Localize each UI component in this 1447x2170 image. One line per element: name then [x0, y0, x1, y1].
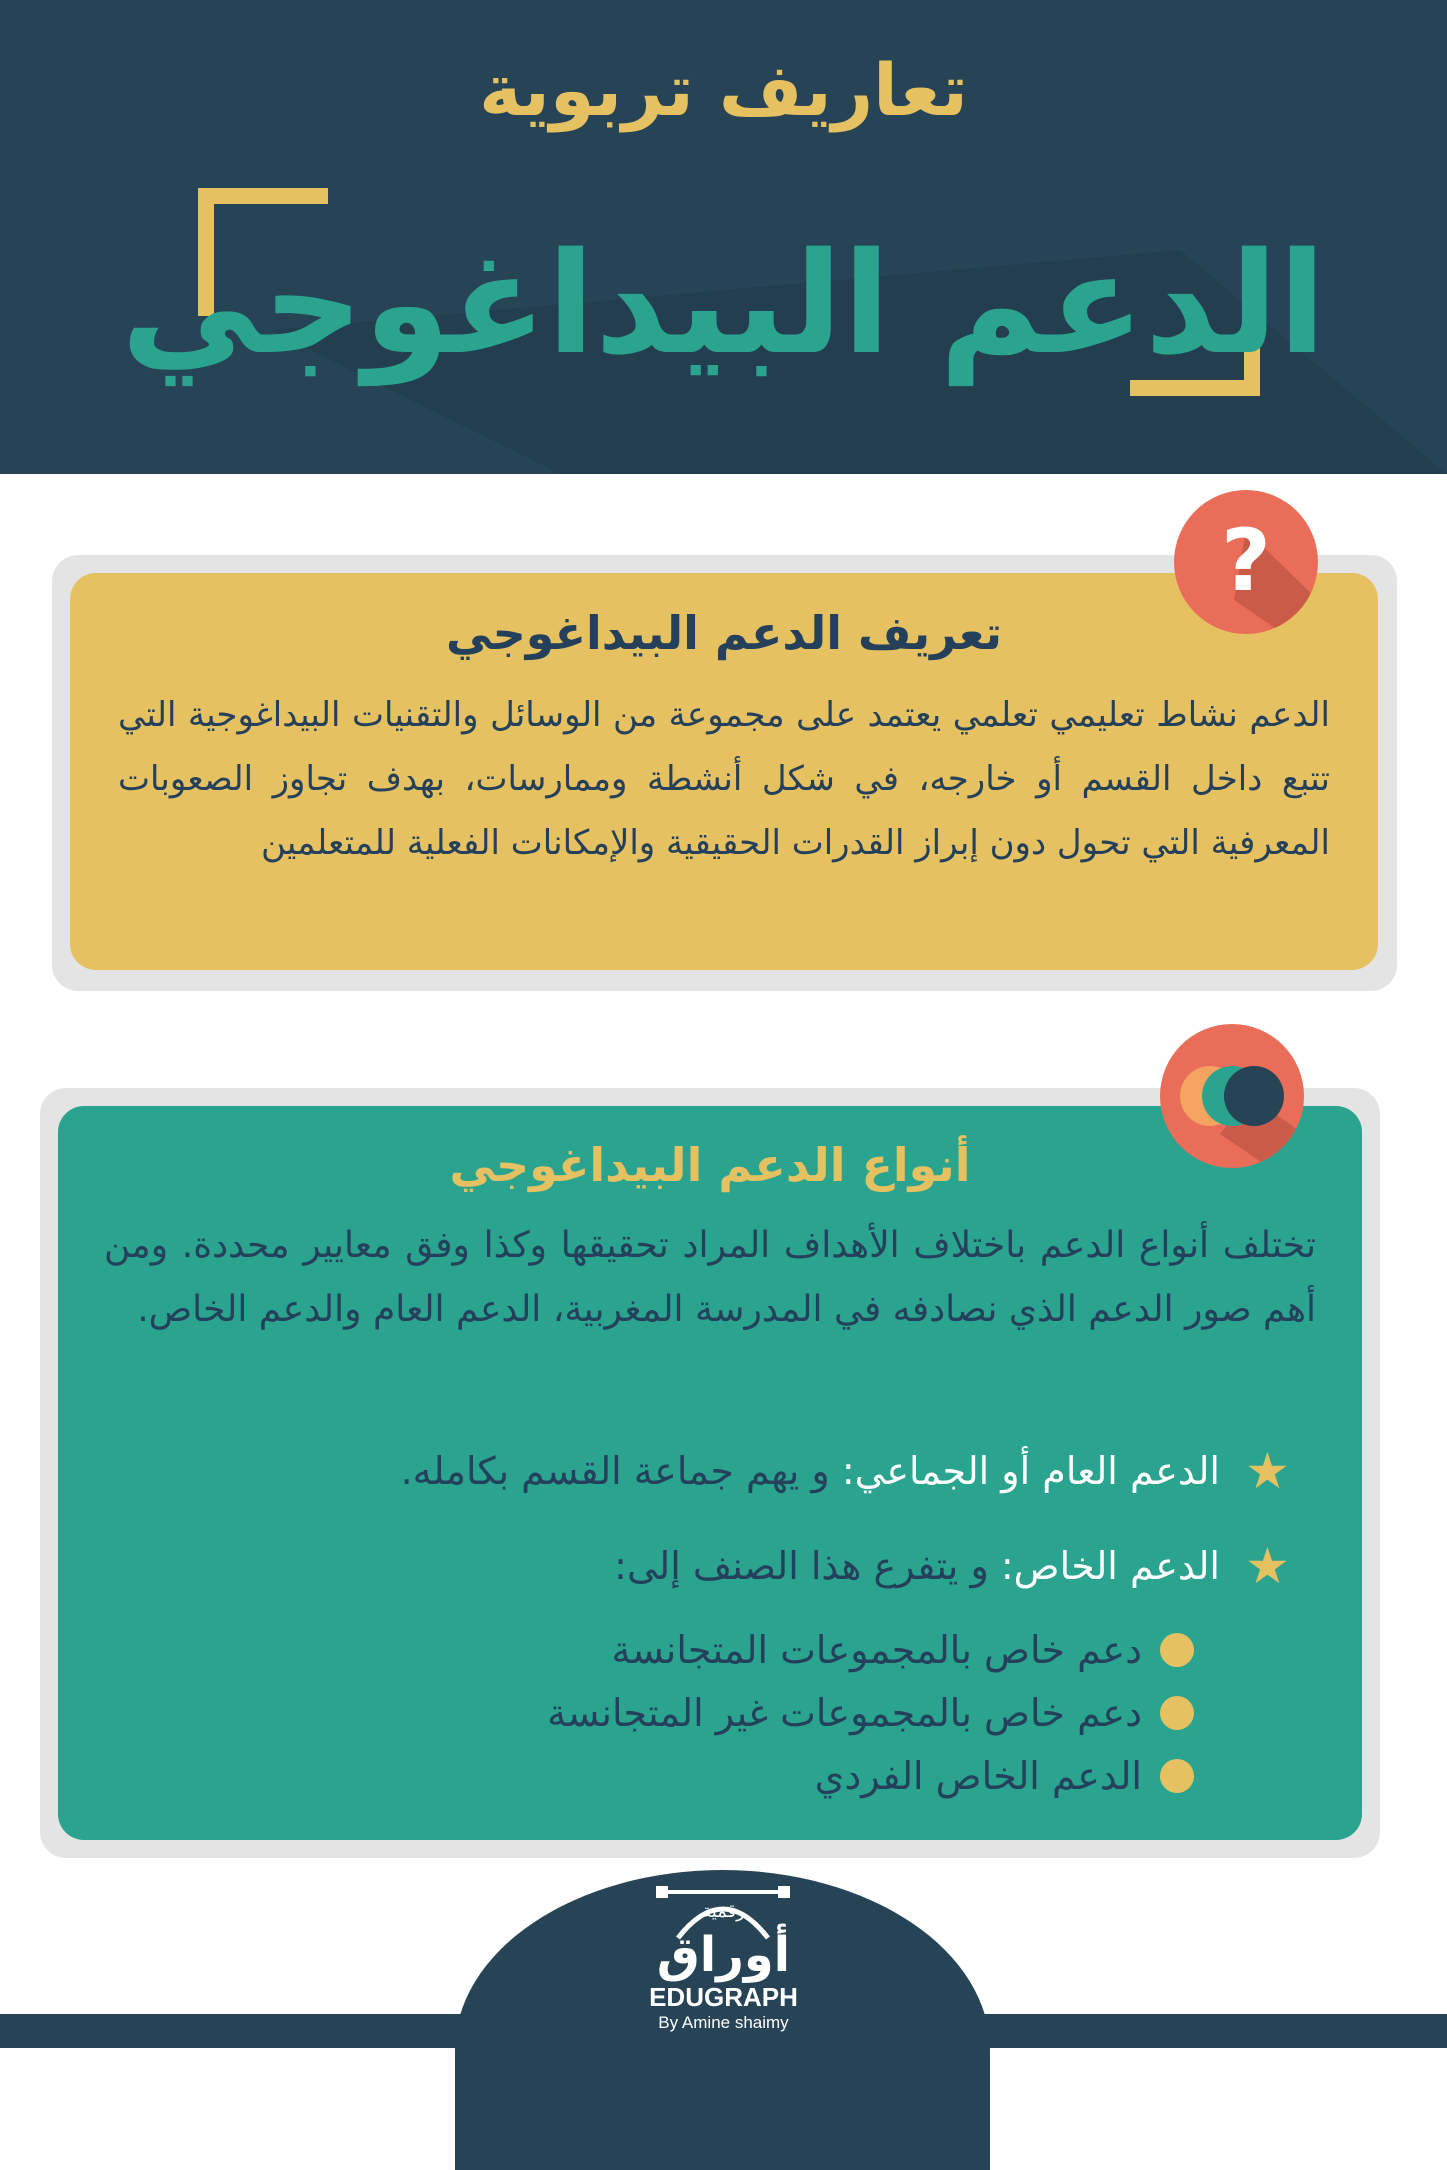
definition-badge — [1174, 490, 1318, 634]
bullet-dot-icon — [1160, 1633, 1194, 1667]
types-title: أنواع الدعم البيداغوجي — [449, 1138, 971, 1192]
logo-text-main: أوراق — [656, 1927, 791, 1983]
star-icon: ★ — [1245, 1537, 1290, 1595]
definition-title: تعريف الدعم البيداغوجي — [446, 606, 1002, 660]
types-item-special-text: و يتفرع هذا الصنف إلى: — [614, 1544, 1001, 1588]
definition-body — [118, 683, 1330, 875]
types-item-general — [401, 1443, 1220, 1499]
types-subitem: دعم خاص بالمجموعات غير المتجانسة — [547, 1691, 1142, 1735]
header-subtitle: تعاريف تربوية — [479, 48, 968, 132]
bullet-dot-icon — [1160, 1759, 1194, 1793]
types-subitem: الدعم الخاص الفردي — [814, 1754, 1142, 1798]
types-subitem: دعم خاص بالمجموعات المتجانسة — [611, 1628, 1142, 1672]
question-mark-icon — [1174, 490, 1318, 634]
types-item-special — [614, 1538, 1220, 1594]
header-title: الدعم البيداغوجي — [120, 223, 1327, 386]
definition-card — [70, 573, 1378, 970]
author-credit: By Amine shaimy — [658, 2013, 789, 2032]
bracket-top-left-horizontal — [198, 188, 328, 204]
types-intro-text: تختلف أنواع الدعم باختلاف الأهداف المراد تحقيقها وكذا وفق معايير محددة. ومن أهم صور الدعم الذي نصادفه في المدرسة المغربية، الدعم العام والدعم الخاص. — [104, 1225, 1316, 1330]
overlapping-circles-icon — [1160, 1024, 1304, 1168]
svg-text:?: ? — [1221, 511, 1271, 611]
definition-text: الدعم نشاط تعليمي تعلمي يعتمد على مجموعة من الوسائل والتقنيات البيداغوجية التي تتبع داخل القسم أو خارجه، في شكل أنشطة وممارسات، بهدف تجاوز الصعوبات المعرفية التي تحول دون إبراز القدرات الحقيقية والإمكانات الفعلية للمتعلمين — [118, 695, 1330, 863]
types-item-general-label: الدعم العام أو الجماعي: — [841, 1449, 1220, 1493]
logo-text-small: رقمية — [702, 1901, 745, 1922]
header-banner — [0, 0, 1447, 474]
types-badge — [1160, 1024, 1304, 1168]
bullet-dot-icon — [1160, 1696, 1194, 1730]
types-item-special-label: الدعم الخاص: — [1000, 1544, 1220, 1588]
star-icon: ★ — [1245, 1442, 1290, 1500]
brand-name: EDUGRAPH — [649, 1982, 798, 2012]
types-intro — [104, 1214, 1316, 1342]
types-item-general-text: و يهم جماعة القسم بكامله. — [400, 1449, 842, 1493]
